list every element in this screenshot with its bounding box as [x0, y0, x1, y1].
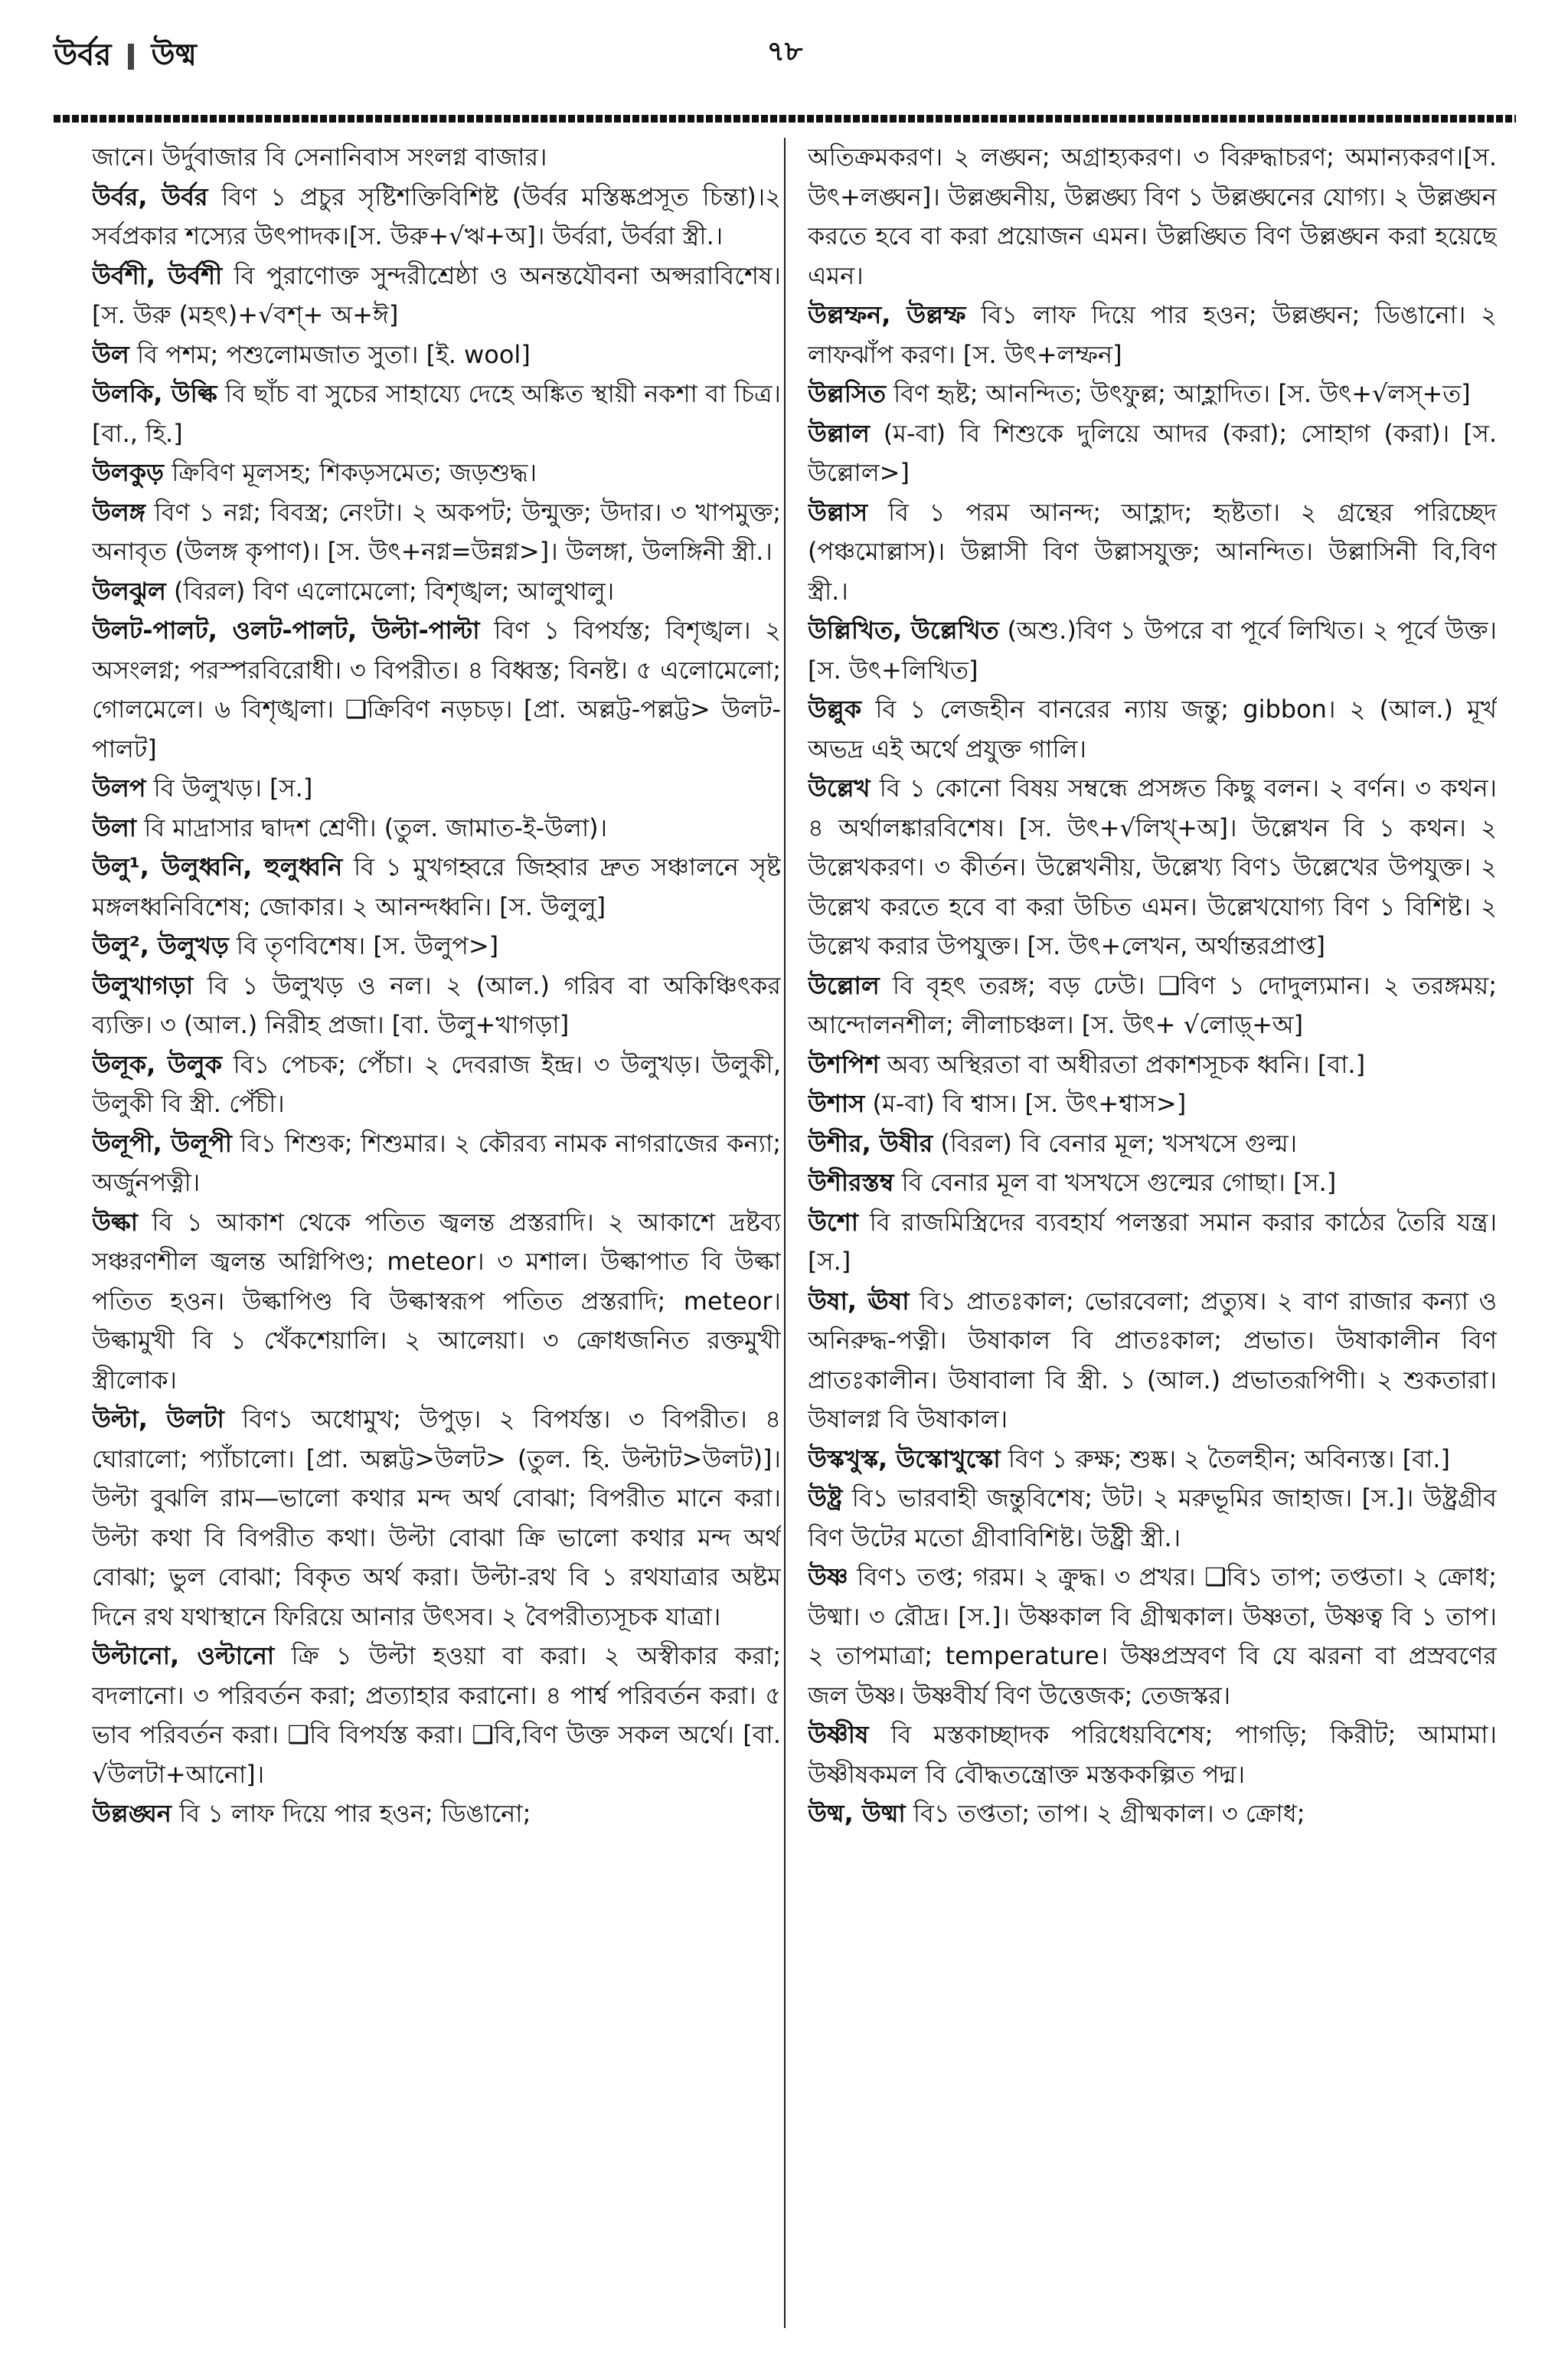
entry-definition: বিণ১ অধোমুখ; উপুড়। ২ বিপর্যস্ত। ৩ বিপরীত। ৪ ঘোরালো; প্যাঁচালো। [প্রা. অল্লট্ট>উলট> (তুল. হি. উল্টাট>উলট)]। উল্টা বুঝলি রাম—ভালো কথার মন্দ অর্থ বোঝা; বিপরীত মানে করা। উল্টা কথা বি বিপরীত কথা। উল্টা বোঝা ক্রি ভালো কথার মন্দ অর্থ বোঝা; ভুল বোঝা; বিকৃত অর্থ করা। উল্টা-রথ বি ১ রথযাত্রার অষ্টম দিনে রথ যথাস্থানে ফিরিয়ে আনার উৎসব। ২ বৈপরীত্যসূচক যাত্রা।	[92, 1404, 781, 1631]
entry-definition: বি১ শিশুক; শিশুমার। ২ কৌরব্য নামক নাগরাজের কন্যা; অর্জুনপত্নী।	[92, 1128, 781, 1197]
entry-headword: উল্লুক	[808, 695, 862, 724]
dictionary-entry	[92, 178, 781, 257]
entry-headword: উশো	[808, 1207, 858, 1237]
dictionary-entry	[808, 1715, 1497, 1794]
entry-headword: উস্কখুস্ক, উস্কোখুস্কো	[808, 1444, 1001, 1473]
entry-definition: বি ১ লেজহীন বানরের ন্যায় জন্তু; gibbon। ২ (আল.) মূর্খ অভদ্র এই অর্থে প্রযুক্ত গালি।	[808, 695, 1497, 764]
dictionary-entry	[808, 769, 1497, 966]
entry-headword: উশীরস্তম্ব	[808, 1168, 894, 1197]
entry-definition: (ম-বা) বি শিশুকে দুলিয়ে আদর (করা); সোহাগ (করা)। [স. উল্লোল>]	[808, 418, 1497, 487]
entry-headword: উল্টা, উলটা	[92, 1404, 224, 1434]
entry-definition: বি ১ লাফ দিয়ে পার হওন; ডিঙানো;	[179, 1799, 531, 1828]
entry-headword: উলূপী, উলূপী	[92, 1128, 232, 1158]
entry-definition: বি মাদ্রাসার দ্বাদশ শ্রেণী। (তুল. জামাত-ই-উলা)।	[144, 813, 608, 842]
entry-definition: বি ছাঁচ বা সুচের সাহায্যে দেহে অঙ্কিত স্থায়ী নকশা বা চিত্র। [বা., হি.]	[92, 379, 781, 448]
entry-headword: উলা	[92, 813, 137, 842]
dictionary-entry	[808, 296, 1497, 374]
dictionary-entry	[808, 611, 1497, 690]
dictionary-entry	[92, 1637, 781, 1794]
entry-definition: বি ১ কোনো বিষয় সম্বন্ধে প্রসঙ্গত কিছু বলন। ২ বর্ণন। ৩ কথন। ৪ অর্থালঙ্কারবিশেষ। [স. উৎ+√লিখ্‌+অ]। উল্লেখন বি ১ কথন। ২ উল্লেখকরণ। ৩ কীর্তন। উল্লেখনীয়, উল্লেখ্য বিণ১ উল্লেখের উপযুক্ত। ২ উল্লেখ করতে হবে বা করা উচিত এমন। উল্লেখযোগ্য বিণ ১ বিশিষ্ট। ২ উল্লেখ করার উপযুক্ত। [স. উৎ+লেখন, অর্থান্তরপ্রাপ্ত]	[808, 773, 1497, 960]
entry-headword: উলুখাগড়া	[92, 970, 194, 1000]
entry-headword: উলু¹, উলুধ্বনি, হুলুধ্বনি	[92, 852, 343, 881]
dictionary-entry	[808, 493, 1497, 612]
entry-definition: বি১ লাফ দিয়ে পার হওন; উল্লঙ্ঘন; ডিঙানো। ২ লাফঝাঁপ করণ। [স. উৎ+লম্ফন]	[808, 300, 1497, 369]
entry-definition: বিণ হৃষ্ট; আনন্দিত; উৎফুল্ল; আহ্লাদিত। [স. উৎ+√লস্‌+ত]	[893, 379, 1471, 408]
dictionary-entry	[808, 1045, 1497, 1085]
dictionary-entry	[92, 453, 781, 493]
dictionary-entry	[808, 1794, 1497, 1834]
dictionary-entry	[808, 1479, 1497, 1558]
entry-headword: উল্লঙ্ঘন	[92, 1799, 172, 1828]
dictionary-entry	[808, 414, 1497, 493]
page-header	[54, 23, 1516, 92]
entry-definition: বি১ পেচক; পেঁচা। ২ দেবরাজ ইন্দ্র। ৩ উলুখড়। উলুকী, উলুকী বি স্ত্রী. পেঁচী।	[92, 1049, 781, 1118]
dictionary-entry	[92, 809, 781, 849]
entry-headword: উল্লসিত	[808, 379, 886, 408]
dictionary-entry	[92, 927, 781, 966]
dictionary-entry	[808, 1440, 1497, 1480]
entry-headword: উলট-পালট, ওলট-পালট, উল্টা-পাল্টা	[92, 616, 480, 645]
entry-definition: অব্য অস্থিরতা বা অধীরতা প্রকাশসূচক ধ্বনি। [বা.]	[887, 1049, 1366, 1079]
entry-headword: উলূক, উলুক	[92, 1049, 223, 1079]
entry-headword: উল	[92, 339, 129, 369]
entry-headword: উল্লাস	[808, 497, 868, 527]
entry-definition: (ম-বা) বি শ্বাস। [স. উৎ+শ্বাস>]	[872, 1089, 1187, 1118]
entry-definition: বি ১ মুখগহ্বরে জিহ্বার দ্রুত সঞ্চালনে সৃষ্ট মঙ্গলধ্বনিবিশেষ; জোকার। ২ আনন্দধ্বনি। [স. উলুলু]	[92, 852, 781, 921]
entry-definition: (বিরল) বি বেনার মূল; খসখসে গুল্ম।	[940, 1128, 1298, 1158]
column-divider	[784, 138, 786, 2328]
dictionary-entry	[808, 1203, 1497, 1282]
dictionary-entry	[808, 690, 1497, 769]
dictionary-entry	[92, 848, 781, 927]
entry-definition: বি তৃণবিশেষ। [স. উলুপ>]	[236, 931, 499, 960]
entry-definition: বি পশম; পশুলোমজাত সুতা। [ই. wool]	[136, 339, 531, 369]
entry-headword: উশীর, উষীর	[808, 1128, 933, 1158]
dictionary-entry	[808, 138, 1497, 296]
dictionary-entry	[92, 257, 781, 335]
dictionary-entry	[92, 493, 781, 572]
dictionary-entry	[92, 1203, 781, 1401]
entry-headword: উল্লোল	[808, 970, 880, 1000]
entry-headword: উষা, ঊষা	[808, 1286, 910, 1316]
entry-definition: বিণ ১ প্রচুর সৃষ্টিশক্তিবিশিষ্ট (উর্বর মস্তিষ্কপ্রসূত চিন্তা)।২ সর্বপ্রকার শস্যের উৎপাদক।[স. উরু+√ঋ+অ]। উর্বরা, উর্বরা স্ত্রী.।	[92, 181, 781, 250]
entry-definition: বি পুরাণোক্ত সুন্দরীশ্রেষ্ঠা ও অনন্তযৌবনা অপ্সরাবিশেষ। [স. উরু (মহৎ)+√বশ্‌+ অ+ঈ]	[92, 260, 781, 329]
dictionary-entry	[808, 1163, 1497, 1203]
entry-headword: উলকি, উল্কি	[92, 379, 217, 408]
entry-definition: ক্রিবিণ মূলসহ; শিকড়সমেত; জড়শুদ্ধ।	[172, 458, 537, 487]
entry-definition: ক্রি ১ উল্টা হওয়া বা করা। ২ অস্বীকার করা; বদলানো। ৩ পরিবর্তন করা; প্রত্যাহার করানো। ৪ পার্শ্ব পরিবর্তন করা। ৫ ভাব পরিবর্তন করা। ❑বি বিপর্যস্ত করা। ❑বি,বিণ উক্ত সকল অর্থে। [বা. √উলটা+আনো]।	[92, 1641, 781, 1789]
dictionary-entry	[808, 966, 1497, 1045]
entry-definition: বি বৃহৎ তরঙ্গ; বড় ঢেউ। ❑বিণ ১ দোদুল্যমান। ২ তরঙ্গময়; আন্দোলনশীল; লীলাচঞ্চল। [স. উৎ+ √লোড়্‌+অ]	[808, 970, 1497, 1039]
entry-headword: উশপিশ	[808, 1049, 880, 1079]
entry-headword: উলপ	[92, 773, 146, 803]
entry-headword: উর্বশী, উর্বশী	[92, 260, 223, 290]
entry-headword: উষ্ট্র	[808, 1483, 843, 1512]
dictionary-entry	[92, 335, 781, 375]
entry-headword: উল্লেখ	[808, 773, 871, 803]
dictionary-entry	[808, 1084, 1497, 1124]
page-number: ৭৮	[766, 36, 803, 67]
dictionary-entry	[808, 374, 1497, 414]
header-rule	[54, 115, 1516, 123]
entry-headword: উশাস	[808, 1089, 865, 1118]
dictionary-entry	[808, 1124, 1497, 1164]
entry-definition: অতিক্রমকরণ। ২ লঙ্ঘন; অগ্রাহ্যকরণ। ৩ বিরুদ্ধাচরণ; অমান্যকরণ।[স. উৎ+লঙ্ঘন]। উল্লঙ্ঘনীয়, উল্লঙ্ঘ্য বিণ ১ উল্লঙ্ঘনের যোগ্য। ২ উল্লঙ্ঘন করতে হবে বা করা প্রয়োজন এমন। উল্লঙ্ঘিত বিণ উল্লঙ্ঘন করা হয়েছে এমন।	[808, 142, 1497, 290]
dictionary-entry	[92, 1045, 781, 1124]
dictionary-entry	[92, 572, 781, 612]
dictionary-entry	[92, 138, 781, 178]
dictionary-entry	[92, 1124, 781, 1203]
entry-definition: বি ১ উলুখড় ও নল। ২ (আল.) গরিব বা অকিঞ্চিৎকর ব্যক্তি। ৩ (আল.) নিরীহ প্রজা। [বা. উলু+খাগড়া]	[92, 970, 781, 1039]
dictionary-entry	[808, 1558, 1497, 1715]
entry-definition: বি রাজমিস্ত্রিদের ব্যবহার্য পলস্তরা সমান করার কাঠের তৈরি যন্ত্র। [স.]	[808, 1207, 1497, 1276]
entry-definition: বি১ ভারবাহী জন্তুবিশেষ; উট। ২ মরুভূমির জাহাজ। [স.]। উষ্ট্রগ্রীব বিণ উটের মতো গ্রীবাবিশিষ্ট। উষ্ট্রী স্ত্রী.।	[808, 1483, 1497, 1552]
entry-headword: উষ্ণীষ	[808, 1720, 869, 1749]
dictionary-entry	[808, 1282, 1497, 1440]
dictionary-entry	[92, 1794, 781, 1834]
entry-definition: বিণ ১ নগ্ন; বিবস্ত্র; নেংটা। ২ অকপট; উন্মুক্ত; উদার। ৩ খাপমুক্ত; অনাবৃত (উলঙ্গ কৃপাণ)। [স. উৎ+নগ্ন=উন্নগ্ন>]। উলঙ্গা, উলঙ্গিনী স্ত্রী.।	[92, 497, 781, 566]
dictionary-entry	[92, 1400, 781, 1637]
entry-headword: উষ্ণ	[808, 1562, 848, 1591]
dictionary-entry	[92, 966, 781, 1045]
entry-headword: উল্কা	[92, 1207, 139, 1237]
entry-headword: উলকুড়	[92, 458, 165, 487]
entry-definition: বি১ প্রাতঃকাল; ভোরবেলা; প্রত্যুষ। ২ বাণ রাজার কন্যা ও অনিরুদ্ধ-পত্নী। উষাকাল বি প্রাতঃকাল; প্রভাত। উষাকালীন বিণ প্রাতঃকালীন। উষাবালা বি স্ত্রী. ১ (আল.) প্রভাতরূপিণী। ২ শুকতারা। উষালগ্ন বি উষাকাল।	[808, 1286, 1497, 1434]
entry-headword: উলু², উলুখড়	[92, 931, 229, 960]
entry-definition: বিণ১ তপ্ত; গরম। ২ ক্রুদ্ধ। ৩ প্রখর। ❑বি১ তাপ; তপ্ততা। ২ ক্রোধ; উষ্মা। ৩ রৌদ্র। [স.]। উষ্ণকাল বি গ্রীষ্মকাল। উষ্ণতা, উষ্ণত্ব বি ১ তাপ। ২ তাপমাত্রা; temperature। উষ্ণপ্রস্রবণ বি যে ঝরনা বা প্রস্রবণের জল উষ্ণ। উষ্ণবীর্য বিণ উত্তেজক; তেজস্কর।	[808, 1562, 1497, 1710]
entry-headword: উল্টানো, ওল্টানো	[92, 1641, 275, 1670]
entry-definition: জানে। উর্দুবাজার বি সেনানিবাস সংলগ্ন বাজার।	[92, 142, 547, 172]
entry-headword: উল্লিখিত, উল্লেখিত	[808, 616, 999, 645]
entry-headword: উষ্ম, উষ্মা	[808, 1799, 906, 1828]
entry-definition: (অশু.)বিণ ১ উপরে বা পূর্বে লিখিত। ২ পূর্বে উক্ত। [স. উৎ+লিখিত]	[808, 616, 1497, 685]
entry-headword: উর্বর, উর্বর	[92, 181, 208, 211]
entry-definition: বিণ ১ বিপর্যস্ত; বিশৃঙ্খল। ২ অসংলগ্ন; পরস্পরবিরোধী। ৩ বিপরীত। ৪ বিধ্বস্ত; বিনষ্ট। ৫ এলোমেলো; গোলমেলে। ৬ বিশৃঙ্খলা। ❑ক্রিবিণ নড়চড়। [প্রা. অল্লট্ট-পল্লট্ট> উলট-পালট]	[92, 616, 781, 764]
entry-headword: উলঙ্গ	[92, 497, 145, 527]
dictionary-entry	[92, 611, 781, 769]
entry-headword: উলঝুল	[92, 576, 166, 606]
entry-definition: বি উলুখড়। [স.]	[153, 773, 313, 803]
entry-definition: বি বেনার মূল বা খসখসে গুল্মের গোছা। [স.]	[901, 1168, 1337, 1197]
entry-definition: বি১ তপ্ততা; তাপ। ২ গ্রীষ্মকাল। ৩ ক্রোধ;	[913, 1799, 1305, 1828]
guide-word-first: উর্বর	[54, 38, 112, 73]
entry-headword: উল্লাল	[808, 418, 870, 448]
right-column	[808, 138, 1497, 2328]
entry-definition: (বিরল) বিণ এলোমেলো; বিশৃঙ্খল; আলুথালু।	[174, 576, 615, 606]
guide-word-last: উষ্ম	[151, 38, 197, 73]
entry-headword: উল্লম্ফন, উল্লম্ফ	[808, 300, 966, 329]
entry-definition: বি ১ আকাশ থেকে পতিত জ্বলন্ত প্রস্তরাদি। ২ আকাশে দ্রষ্টব্য সঞ্চরণশীল জ্বলন্ত অগ্নিপিণ্ড; meteor। ৩ মশাল। উল্কাপাত বি উল্কা পতিত হওন। উল্কাপিণ্ড বি উল্কাস্বরূপ পতিত প্রস্তরাদি; meteor। উল্কামুখী বি ১ খেঁকশেয়ালি। ২ আলেয়া। ৩ ক্রোধজনিত রক্তমুখী স্ত্রীলোক।	[92, 1207, 781, 1395]
left-column	[92, 138, 781, 2328]
dictionary-entry	[92, 769, 781, 809]
entry-definition: বিণ ১ রুক্ষ; শুষ্ক। ২ তৈলহীন; অবিন্যস্ত। [বা.]	[1008, 1444, 1450, 1473]
entry-definition: বি মস্তকাচ্ছাদক পরিধেয়বিশেষ; পাগড়ি; কিরীট; আমামা। উষ্ণীষকমল বি বৌদ্ধতন্ত্রোক্ত মস্তককল্পিত পদ্ম।	[808, 1720, 1497, 1789]
entry-definition: বি ১ পরম আনন্দ; আহ্লাদ; হৃষ্টতা। ২ গ্রন্থের পরিচ্ছেদ (পঞ্চমোল্লাস)। উল্লাসী বিণ উল্লাসযুক্ত; আনন্দিত। উল্লাসিনী বি,বিণ স্ত্রী.।	[808, 497, 1497, 606]
dictionary-entry	[92, 374, 781, 453]
